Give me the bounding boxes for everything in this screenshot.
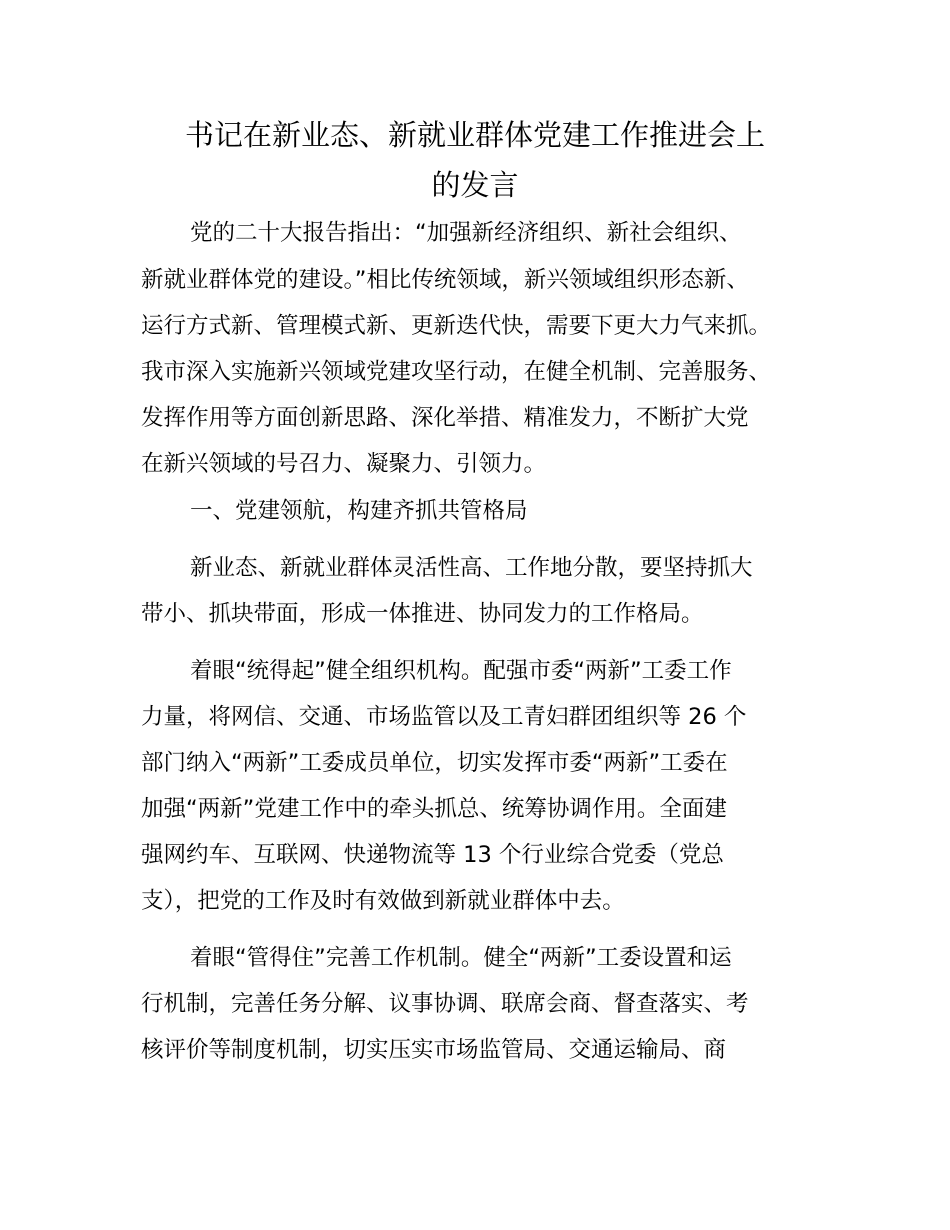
paragraph-3-line-4: 加强“两新”党建工作中的牵头抓总、统筹协调作用。全面建: [141, 796, 727, 822]
paragraph-3-line-6: 支），把党的工作及时有效做到新就业群体中去。: [141, 888, 625, 914]
paragraph-3-line-1: 着眼“统得起”健全组织机构。配强市委“两新”工委工作: [190, 658, 732, 684]
paragraph-1-line-6: 在新兴领域的号召力、凝聚力、引领力。: [141, 451, 547, 477]
paragraph-4-line-2: 行机制，完善任务分解、议事协调、联席会商、督查落实、考: [141, 991, 749, 1017]
paragraph-1-line-3: 运行方式新、管理模式新、更新迭代快，需要下更大力气来抓。: [141, 313, 772, 339]
paragraph-1-line-1: 党的二十大报告指出：“加强新经济组织、新社会组织、: [190, 220, 742, 246]
paragraph-1-line-5: 发挥作用等方面创新思路、深化举措、精准发力，不断扩大党: [141, 405, 749, 431]
title-line-2: 的发言: [431, 168, 519, 202]
paragraph-2-line-1: 新业态、新就业群体灵活性高、工作地分散，要坚持抓大: [190, 555, 753, 581]
section-heading-1: 一、党建领航，构建齐抓共管格局: [190, 498, 528, 524]
paragraph-1-line-4: 我市深入实施新兴领域党建攻坚行动，在健全机制、完善服务、: [141, 359, 772, 385]
paragraph-2-line-2: 带小、抓块带面，形成一体推进、协同发力的工作格局。: [141, 601, 704, 627]
paragraph-3-line-3: 部门纳入“两新”工委成员单位，切实发挥市委“两新”工委在: [141, 750, 728, 776]
paragraph-4-line-1: 着眼“管得住”完善工作机制。健全“两新”工委设置和运: [190, 945, 732, 971]
paragraph-3-line-2: 力量，将网信、交通、市场监管以及工青妇群团组织等 26 个: [141, 704, 747, 730]
document-title: [110, 110, 840, 210]
paragraph-1-line-2: 新就业群体党的建设。”相比传统领域，新兴领域组织形态新、: [141, 267, 749, 293]
paragraph-4-line-3: 核评价等制度机制，切实压实市场监管局、交通运输局、商: [141, 1037, 727, 1063]
title-line-1: 书记在新业态、新就业群体党建工作推进会上: [184, 118, 765, 152]
paragraph-3-line-5: 强网约车、互联网、快递物流等 13 个行业综合党委（党总: [141, 842, 724, 868]
